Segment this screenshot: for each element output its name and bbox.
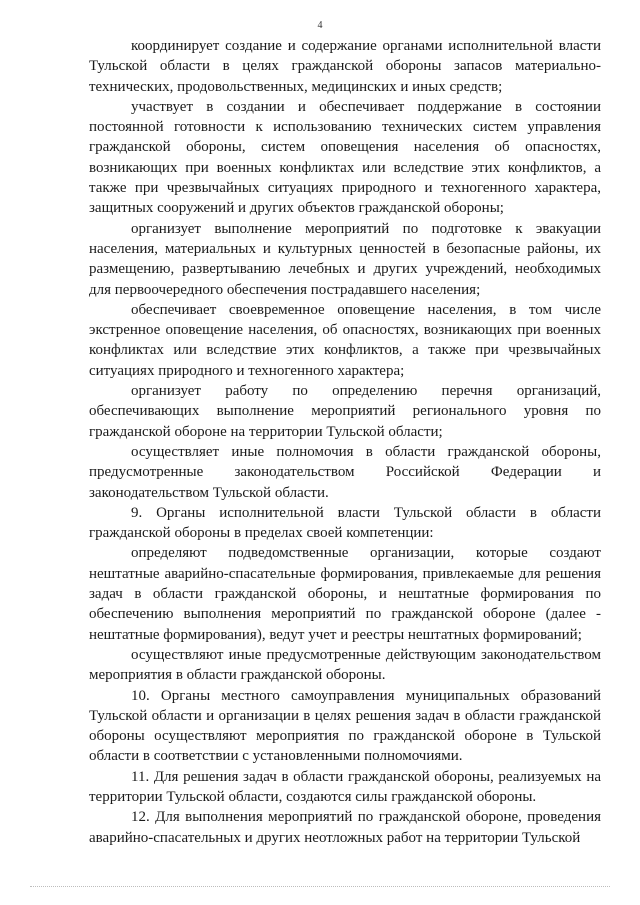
paragraph-7: 9. Органы исполнительной власти Тульской области в области гражданской обороны в пределах своей компетенции: [89, 504, 601, 542]
paragraph-10: 10. Органы местного самоуправления муниципальных образований Тульской области и организации в целях решения задач в области гражданской обороны осуществляют мероприятия по гражданской обороне в Тульской области в соответствии с установленными полномочиями. [89, 687, 601, 765]
page-number: 4 [317, 20, 323, 31]
scan-footer-artifact [30, 886, 610, 889]
paragraph-5: организует работу по определению перечня организаций, обеспечивающих выполнение мероприятий регионального уровня по гражданской обороне на территории Тульской области; [89, 383, 601, 440]
paragraph-1: координирует создание и содержание органами исполнительной власти Тульской области в целях гражданской обороны запасов материально-технических, продовольственных, медицинских и иных средств; [89, 38, 601, 95]
paragraph-8: определяют подведомственные организации, которые создают нештатные аварийно-спасательные формирования, привлекаемые для решения задач в области гражданской обороны, и нештатные формирования по обеспечению выполнения мероприятий по гражданской обороне (далее - нештатные формирования), ведут учет и реестры нештатных формирований; [89, 545, 601, 643]
paragraph-2: участвует в создании и обеспечивает поддержание в состоянии постоянной готовности к использованию технических систем управления гражданской обороны, систем оповещения населения об опасностях, возникающих при военных конфликтах или вследствие этих конфликтов, а также при чрезвычайных ситуациях природного и техногенного характера, защитных сооружений и других объектов гражданской обороны; [89, 98, 601, 217]
paragraph-3: организует выполнение мероприятий по подготовке к эвакуации населения, материальных и культурных ценностей в безопасные районы, их размещению, развертыванию лечебных и других учреждений, необходимых для первоочередного обеспечения пострадавшего населения; [89, 220, 601, 298]
paragraph-11: 11. Для решения задач в области гражданской обороны, реализуемых на территории Тульской области, создаются силы гражданской обороны. [89, 768, 601, 805]
paragraph-12: 12. Для выполнения мероприятий по гражданской обороне, проведения аварийно-спасательных и других неотложных работ на территории Тульской [89, 809, 601, 846]
paragraph-6: осуществляет иные полномочия в области гражданской обороны, предусмотренные законодательством Российской Федерации и законодательством Тульской области. [89, 443, 601, 501]
paragraph-9: осуществляют иные предусмотренные действующим законодательством мероприятия в области гражданской обороны. [89, 646, 601, 684]
document-text [89, 36, 601, 848]
paragraph-4: обеспечивает своевременное оповещение населения, в том числе экстренное оповещение населения, об опасностях, возникающих при военных конфликтах или вследствие этих конфликтов, а также при чрезвычайных ситуациях природного и техногенного характера; [89, 301, 601, 379]
